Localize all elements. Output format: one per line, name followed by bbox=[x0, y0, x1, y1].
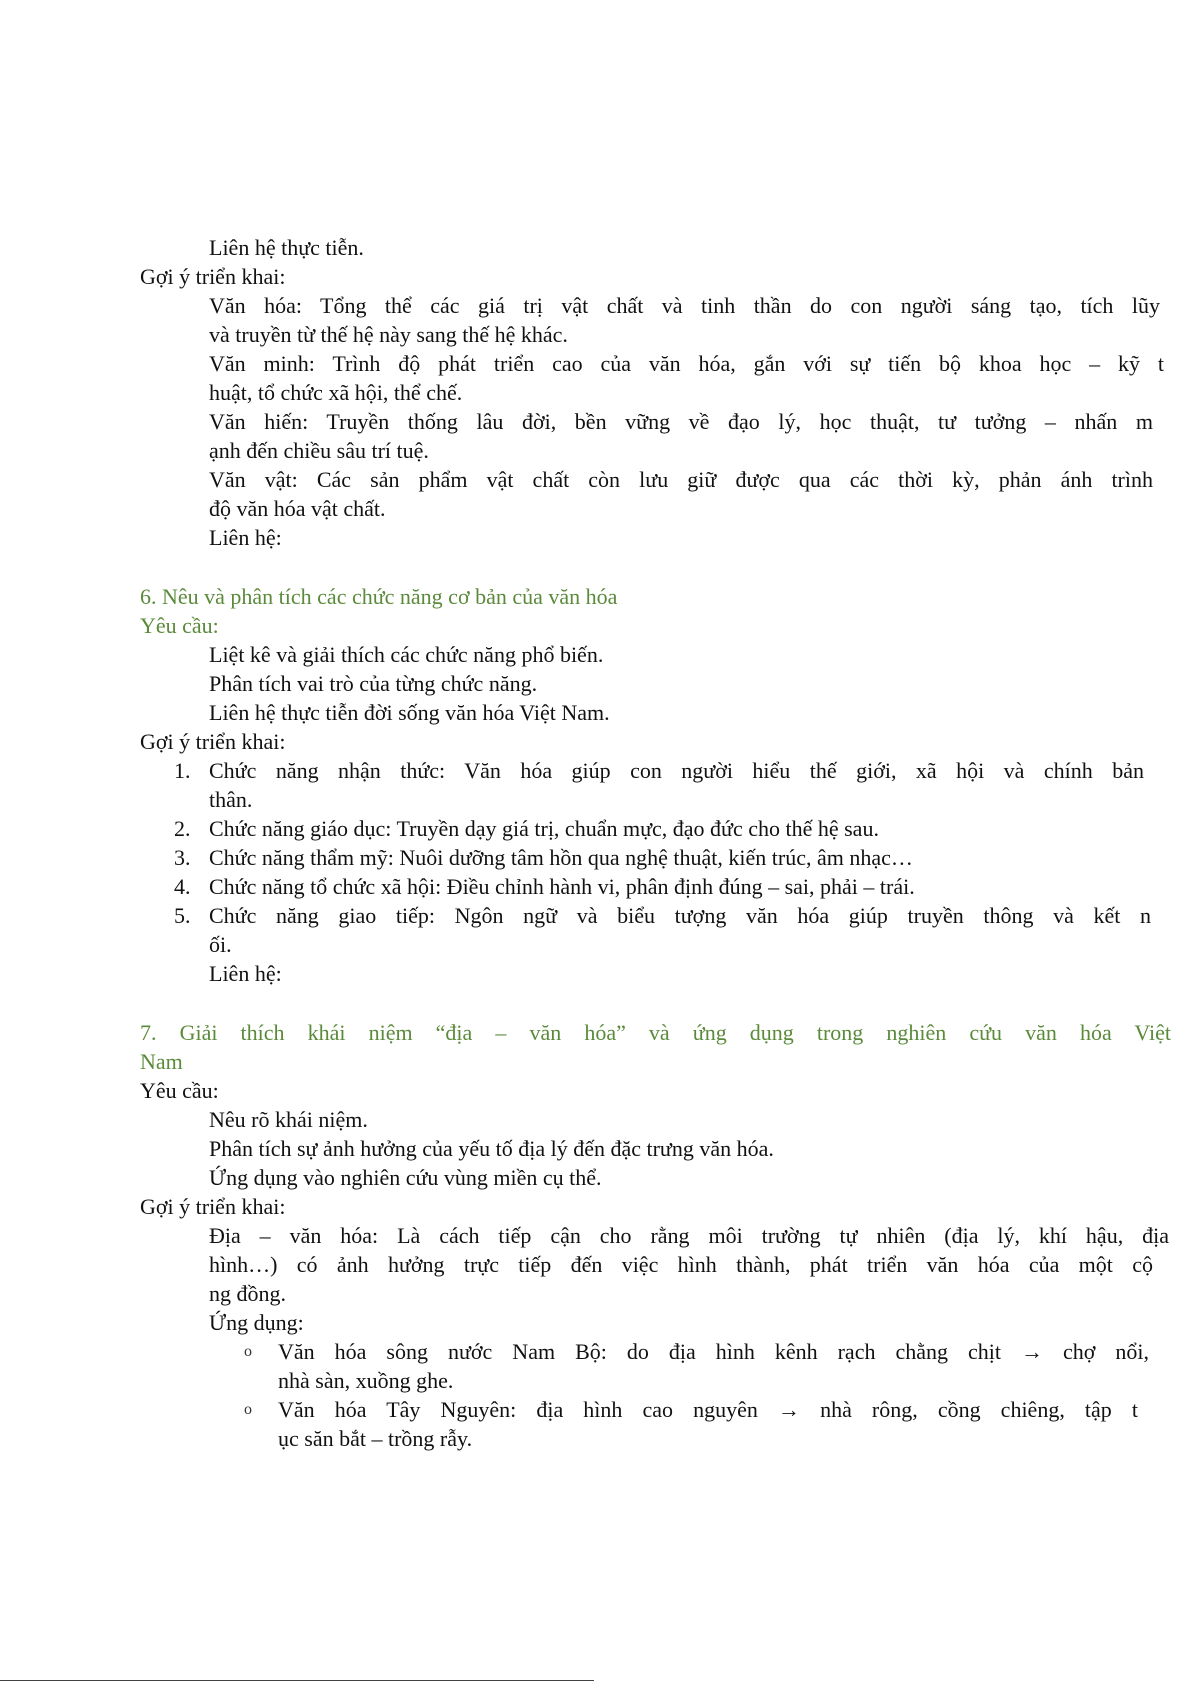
list-item: Nêu rõ khái niệm. bbox=[209, 1107, 368, 1132]
numbered-item: Chức năng tổ chức xã hội: Điều chỉnh hành vi, phân định đúng – sai, phải – trái. bbox=[209, 874, 915, 899]
hint-label: Gợi ý triển khai: bbox=[140, 264, 286, 289]
numbered-item: Chức năng thẩm mỹ: Nuôi dưỡng tâm hồn qua nghệ thuật, kiến trúc, âm nhạc… bbox=[209, 845, 913, 870]
list-item: Phân tích sự ảnh hưởng của yếu tố địa lý đến đặc trưng văn hóa. bbox=[209, 1136, 774, 1161]
sub-bullet-icon: o bbox=[244, 1343, 252, 1360]
numbered-item: Chức năng giao tiếp: Ngôn ngữ và biểu tượng văn hóa giúp truyền thông và kết n bbox=[209, 903, 1151, 928]
requirements-label: Yêu cầu: bbox=[140, 1078, 219, 1103]
list-item-continuation: hình…) có ảnh hưởng trực tiếp đến việc hình thành, phát triển văn hóa của một cộ bbox=[209, 1252, 1153, 1277]
list-item: Liên hệ: bbox=[209, 525, 282, 550]
sub-bullet-icon: o bbox=[244, 1401, 252, 1418]
list-item: Văn hiến: Truyền thống lâu đời, bền vững về đạo lý, học thuật, tư tưởng – nhấn m bbox=[209, 409, 1153, 434]
list-item: Phân tích vai trò của từng chức năng. bbox=[209, 671, 538, 696]
list-item: Ứng dụng: bbox=[209, 1310, 304, 1335]
section-heading: 7. Giải thích khái niệm “địa – văn hóa” và ứng dụng trong nghiên cứu văn hóa Việt bbox=[140, 1020, 1171, 1045]
hint-label: Gợi ý triển khai: bbox=[140, 729, 286, 754]
list-item-continuation: ng đồng. bbox=[209, 1281, 286, 1306]
list-item: Liệt kê và giải thích các chức năng phổ biến. bbox=[209, 642, 604, 667]
list-item: Liên hệ thực tiễn đời sống văn hóa Việt Nam. bbox=[209, 700, 610, 725]
sub-list-item-continuation: ục săn bắt – trồng rẫy. bbox=[278, 1426, 473, 1451]
sub-list-item-continuation: nhà sàn, xuồng ghe. bbox=[278, 1368, 454, 1393]
hint-label: Gợi ý triển khai: bbox=[140, 1194, 286, 1219]
list-number: 3. bbox=[174, 845, 191, 870]
numbered-item-continuation: thân. bbox=[209, 787, 253, 812]
numbered-item-continuation: ối. bbox=[209, 932, 232, 957]
list-item: Ứng dụng vào nghiên cứu vùng miền cụ thể. bbox=[209, 1165, 602, 1190]
list-number: 4. bbox=[174, 874, 191, 899]
sub-list-item: Văn hóa sông nước Nam Bộ: do địa hình kênh rạch chằng chịt → chợ nổi, bbox=[278, 1339, 1149, 1364]
list-number: 2. bbox=[174, 816, 191, 841]
sub-list-item: Văn hóa Tây Nguyên: địa hình cao nguyên → nhà rông, cồng chiêng, tập t bbox=[278, 1397, 1138, 1422]
list-item: Văn vật: Các sản phẩm vật chất còn lưu giữ được qua các thời kỳ, phản ánh trình bbox=[209, 467, 1153, 492]
list-number: 1. bbox=[174, 758, 191, 783]
numbered-item: Chức năng nhận thức: Văn hóa giúp con người hiểu thế giới, xã hội và chính bản bbox=[209, 758, 1144, 783]
list-item: Liên hệ: bbox=[209, 961, 282, 986]
numbered-item: Chức năng giáo dục: Truyền dạy giá trị, chuẩn mực, đạo đức cho thế hệ sau. bbox=[209, 816, 879, 841]
list-item: Liên hệ thực tiễn. bbox=[209, 235, 364, 260]
footer-divider bbox=[0, 1680, 594, 1681]
list-item: Văn minh: Trình độ phát triển cao của văn hóa, gắn với sự tiến bộ khoa học – kỹ t bbox=[209, 351, 1164, 376]
list-item: Địa – văn hóa: Là cách tiếp cận cho rằng môi trường tự nhiên (địa lý, khí hậu, địa bbox=[209, 1223, 1169, 1248]
section-heading: 6. Nêu và phân tích các chức năng cơ bản của văn hóa bbox=[140, 584, 618, 609]
list-item-continuation: ạnh đến chiều sâu trí tuệ. bbox=[209, 438, 429, 463]
list-item-continuation: huật, tổ chức xã hội, thể chế. bbox=[209, 380, 463, 405]
list-number: 5. bbox=[174, 903, 191, 928]
section-heading-continuation: Nam bbox=[140, 1049, 183, 1074]
list-item-continuation: và truyền từ thế hệ này sang thế hệ khác. bbox=[209, 322, 568, 347]
list-item: Văn hóa: Tổng thể các giá trị vật chất và tinh thần do con người sáng tạo, tích lũy bbox=[209, 293, 1160, 318]
list-item-continuation: độ văn hóa vật chất. bbox=[209, 496, 386, 521]
requirements-label: Yêu cầu: bbox=[140, 613, 219, 638]
